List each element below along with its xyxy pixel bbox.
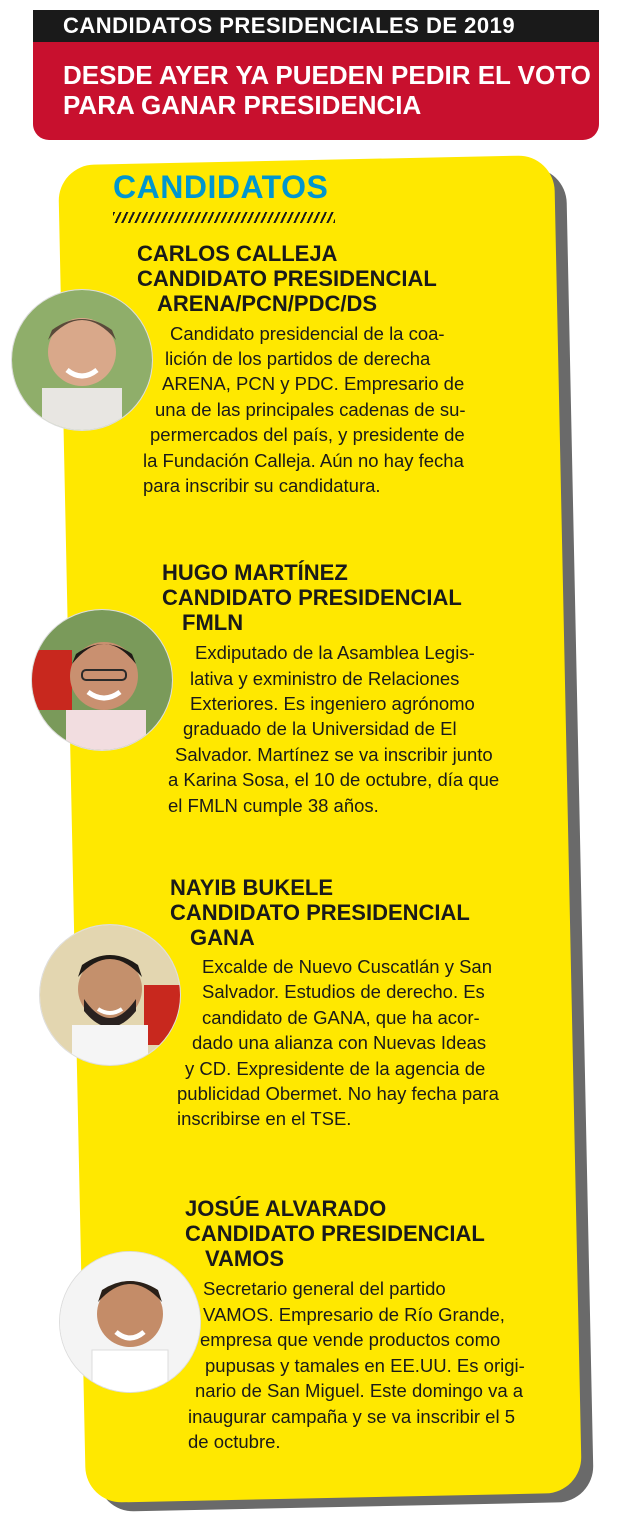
bio-line: empresa que vende productos como: [200, 1329, 501, 1350]
bio-line: de octubre.: [188, 1431, 281, 1452]
headline-bar: [33, 42, 599, 140]
candidate-portrait-icon: [32, 610, 172, 750]
bio-line: Salvador. Martínez se va inscribir junto: [175, 744, 493, 765]
bio-line: graduado de la Universidad de El: [183, 718, 457, 739]
bio-line: para inscribir su candidatura.: [143, 475, 381, 496]
candidate-name: HUGO MARTÍNEZ: [162, 560, 348, 585]
bio-line: lición de los partidos de derecha: [165, 348, 431, 369]
headline-line-2: PARA GANAR PRESIDENCIA: [63, 90, 422, 120]
candidate-party: ARENA/PCN/PDC/DS: [157, 291, 378, 316]
bio-line: dado una alianza con Nuevas Ideas: [192, 1032, 487, 1053]
bio-line: inaugurar campaña y se va inscribir el 5: [188, 1406, 515, 1427]
candidate-role: CANDIDATO PRESIDENCIAL: [162, 585, 462, 610]
bio-line: Secretario general del partido: [203, 1278, 446, 1299]
candidate-party: VAMOS: [205, 1246, 285, 1271]
bio-line: una de las principales cadenas de su-: [155, 399, 466, 420]
bio-line: publicidad Obermet. No hay fecha para: [177, 1083, 499, 1104]
candidate-name-block: [185, 1196, 485, 1271]
bio-line: lativa y exministro de Relaciones: [190, 668, 460, 689]
candidate-portrait-icon: [40, 925, 180, 1065]
bio-line: nario de San Miguel. Este domingo va a: [195, 1380, 524, 1401]
kicker-bar: [33, 10, 599, 42]
bio-line: la Fundación Calleja. Aún no hay fecha: [143, 450, 464, 471]
candidate-role: CANDIDATO PRESIDENCIAL: [170, 900, 470, 925]
bio-line: inscribirse en el TSE.: [177, 1108, 352, 1129]
bio-line: el FMLN cumple 38 años.: [168, 795, 379, 816]
candidate-name: JOSÚE ALVARADO: [185, 1196, 387, 1221]
headline-line-1: DESDE AYER YA PUEDEN PEDIR EL VOTO: [63, 60, 591, 90]
bio-line: y CD. Expresidente de la agencia de: [185, 1058, 486, 1079]
candidate-party: GANA: [190, 925, 255, 950]
bio-line: candidato de GANA, que ha acor-: [202, 1007, 480, 1028]
candidate-name: NAYIB BUKELE: [170, 875, 333, 900]
candidate-name: CARLOS CALLEJA: [137, 241, 338, 266]
candidate-party: FMLN: [182, 610, 244, 635]
candidate-name-block: [162, 560, 462, 635]
bio-line: Exdiputado de la Asamblea Legis-: [195, 642, 475, 663]
kicker-text: CANDIDATOS PRESIDENCIALES DE 2019: [63, 13, 516, 38]
bio-line: Excalde de Nuevo Cuscatlán y San: [202, 956, 493, 977]
candidate-role: CANDIDATO PRESIDENCIAL: [185, 1221, 485, 1246]
bio-line: VAMOS. Empresario de Río Grande,: [203, 1304, 505, 1325]
bio-line: a Karina Sosa, el 10 de octubre, día que: [168, 769, 500, 790]
candidate-portrait-icon: [60, 1252, 200, 1392]
candidate-name-block: [137, 241, 437, 316]
panel-heading: CANDIDATOS: [113, 169, 329, 205]
heading-underline: [113, 212, 335, 223]
bio-line: Candidato presidencial de la coa-: [170, 323, 445, 344]
candidate-role: CANDIDATO PRESIDENCIAL: [137, 266, 437, 291]
bio-line: permercados del país, y presidente de: [150, 424, 465, 445]
bio-line: Salvador. Estudios de derecho. Es: [202, 981, 485, 1002]
bio-line: ARENA, PCN y PDC. Empresario de: [162, 373, 465, 394]
candidate-name-block: [170, 875, 470, 950]
candidate-portrait-icon: [12, 290, 152, 430]
bio-line: pupusas y tamales en EE.UU. Es origi-: [205, 1355, 525, 1376]
bio-line: Exteriores. Es ingeniero agrónomo: [190, 693, 475, 714]
